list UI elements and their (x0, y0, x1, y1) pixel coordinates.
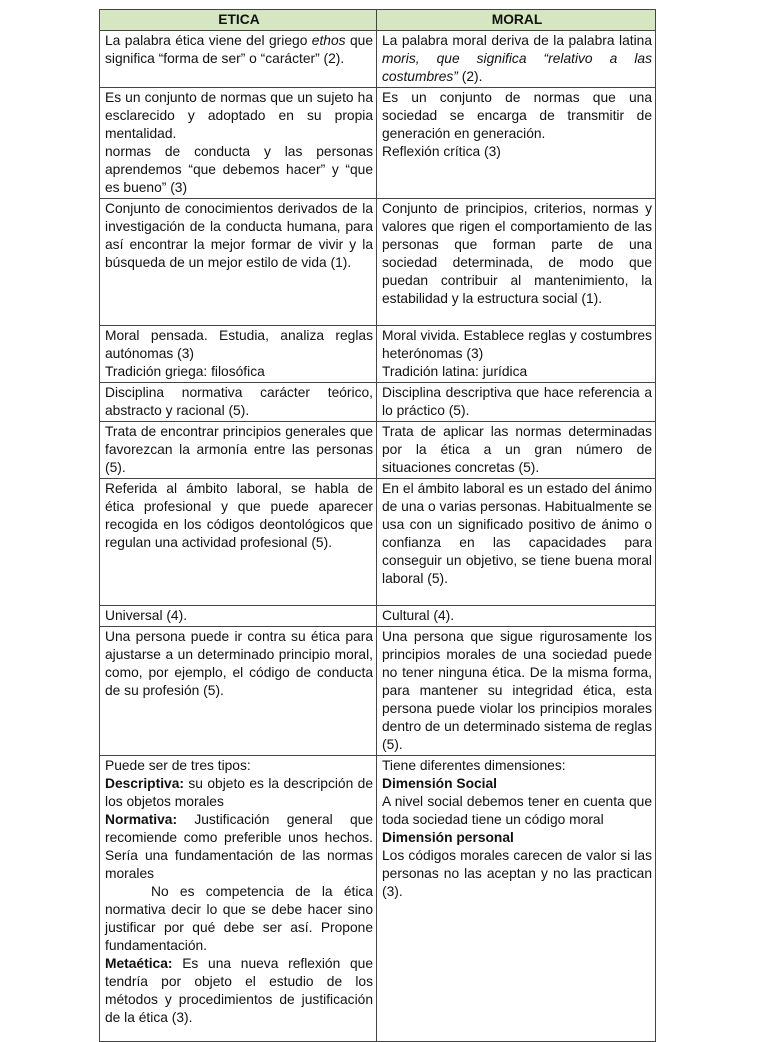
etica-cell (100, 88, 377, 199)
cell-text: (2). (457, 69, 483, 84)
moral-cell (377, 31, 656, 88)
etica-cell (100, 199, 377, 326)
cell-paragraph (382, 829, 652, 847)
table-row (100, 627, 656, 756)
term-label: Dimensión Social (382, 776, 498, 791)
cell-paragraph: Trata de aplicar las normas determinadas por la ética a un gran número de situaciones concretas (5). (382, 424, 652, 475)
etica-moral-table (99, 9, 656, 1042)
etica-cell (100, 627, 377, 756)
header-etica: ETICA (100, 10, 377, 31)
etica-cell (100, 383, 377, 422)
cell-paragraph: No es competencia de la ética normativa decir lo que se debe hacer sino justificar por qué debe ser así. Propone fundamentación. (105, 884, 373, 953)
cell-paragraph: Referida al ámbito laboral, se habla de ética profesional y que puede aparecer recogida en los códigos deontológicos que regulan una actividad profesional (5). (105, 481, 373, 550)
cell-paragraph: Conjunto de conocimientos derivados de la investigación de la conducta humana, para así encontrar la mejor formar de vivir y la búsqueda de un mejor estilo de vida (1). (105, 201, 373, 270)
cell-paragraph: Es un conjunto de normas que un sujeto ha esclarecido y adoptado en su propia mentalidad. (105, 90, 373, 141)
etica-cell (100, 326, 377, 383)
table-row (100, 88, 656, 199)
moral-cell (377, 326, 656, 383)
table-row (100, 326, 656, 383)
cell-paragraph: Conjunto de principios, criterios, normas y valores que rigen el comportamiento de las personas que forman parte de una sociedad determinada, de modo que puedan contribuir al mantenimiento, la estabilidad y la estructura social (1). (382, 201, 652, 306)
table-row (100, 756, 656, 1042)
table-row (100, 479, 656, 606)
cell-paragraph: Una persona puede ir contra su ética para ajustarse a un determinado principio moral, como, por ejemplo, el código de conducta de su profesión (5). (105, 629, 373, 698)
cell-paragraph: Reflexión crítica (3) (382, 144, 501, 159)
etica-cell (100, 606, 377, 627)
moral-cell (377, 88, 656, 199)
moral-cell (377, 756, 656, 1042)
cell-paragraph: Disciplina normativa carácter teórico, abstracto y racional (5). (105, 385, 373, 418)
cell-paragraph: Es un conjunto de normas que una sociedad se encarga de transmitir de generación en generación. (382, 90, 652, 141)
moral-cell (377, 479, 656, 606)
cell-paragraph: Tradición griega: filosófica (105, 364, 265, 379)
cell-text: Justificación general que recomiende como preferible unos hechos. Sería una fundamentación de las normas morales (105, 812, 373, 881)
table-row (100, 606, 656, 627)
table-row (100, 199, 656, 326)
moral-cell (377, 627, 656, 756)
etica-cell (100, 422, 377, 479)
cell-paragraph (105, 955, 373, 1027)
term-label: Metaética: (105, 956, 173, 971)
cell-paragraph: Cultural (4). (382, 608, 455, 623)
term-label: Descriptiva: (105, 776, 184, 791)
table-row (100, 422, 656, 479)
cell-paragraph: Los códigos morales carecen de valor si las personas no las aceptan y no las practican (3). (382, 848, 652, 899)
cell-paragraph: Disciplina descriptiva que hace referencia a lo práctico (5). (382, 385, 652, 418)
header-row (100, 10, 656, 31)
header-moral: MORAL (377, 10, 656, 31)
moral-cell (377, 606, 656, 627)
etica-cell (100, 31, 377, 88)
moral-cell (377, 199, 656, 326)
cell-text: La palabra moral deriva de la palabra latina (382, 33, 652, 48)
cell-text: Es una nueva reflexión que tendría por objeto el estudio de los métodos y procedimientos de justificación de la ética (3). (105, 956, 373, 1025)
cell-text: su objeto es la descripción de los objetos morales (105, 776, 373, 809)
cell-paragraph: Tiene diferentes dimensiones: (382, 758, 566, 773)
cell-paragraph: Puede ser de tres tipos: (105, 758, 251, 773)
etica-cell (100, 479, 377, 606)
cell-paragraph: Tradición latina: jurídica (382, 364, 528, 379)
term-label: Dimensión personal (382, 830, 514, 845)
cell-paragraph: Una persona que sigue rigurosamente los principios morales de una sociedad puede no tener ninguna ética. De la misma forma, para mantener su integridad ética, esta persona puede violar los principios morales dentro de un determinado sistema de reglas (5). (382, 629, 652, 752)
cell-paragraph: Trata de encontrar principios generales que favorezcan la armonía entre las personas (5). (105, 424, 373, 475)
cell-text-italic: ethos (311, 33, 346, 48)
moral-cell (377, 422, 656, 479)
cell-paragraph: Universal (4). (105, 608, 188, 623)
cell-paragraph: A nivel social debemos tener en cuenta que toda sociedad tiene un código moral (382, 794, 652, 827)
table-row (100, 31, 656, 88)
moral-cell (377, 383, 656, 422)
cell-paragraph: Moral vivida. Establece reglas y costumbres heterónomas (3) (382, 328, 652, 361)
cell-text: que significa “forma de ser” o “carácter” (2). (105, 33, 374, 66)
cell-text: La palabra ética viene del griego (105, 33, 312, 48)
cell-paragraph (105, 811, 373, 883)
cell-text-italic: moris, que significa “relativo a las costumbres” (382, 51, 652, 84)
cell-paragraph (382, 775, 652, 793)
cell-paragraph: En el ámbito laboral es un estado del ánimo de una o varias personas. Habitualmente se usa con un significado positivo de ánimo o confianza en las capacidades para conseguir un objetivo, se tiene buena moral laboral (5). (382, 481, 652, 586)
cell-paragraph: Moral pensada. Estudia, analiza reglas autónomas (3) (105, 328, 373, 361)
cell-paragraph: normas de conducta y las personas aprendemos “que debemos hacer” y “que es bueno” (3) (105, 144, 373, 195)
cell-paragraph (105, 775, 373, 811)
table-row (100, 383, 656, 422)
etica-cell (100, 756, 377, 1042)
term-label: Normativa: (105, 812, 178, 827)
